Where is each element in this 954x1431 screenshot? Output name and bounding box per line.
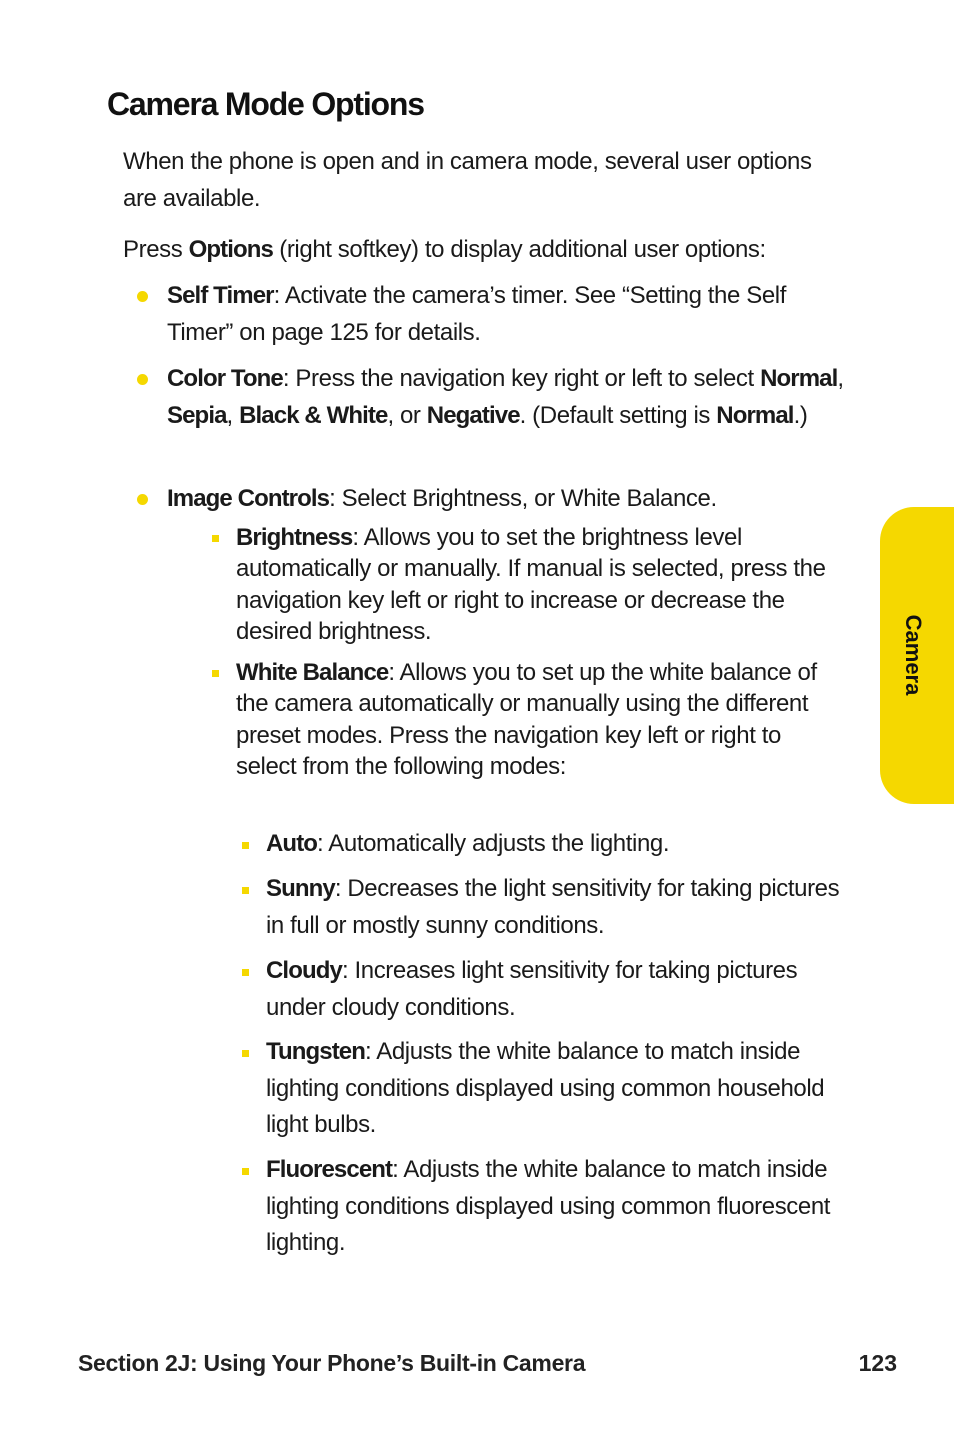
mode-text: : Increases light sensitivity for taking pictures under cloudy conditions.	[266, 957, 798, 1021]
option-sepia: Sepia	[167, 402, 227, 429]
list-item-color-tone	[167, 360, 857, 434]
bullet-square-icon	[242, 887, 249, 894]
mode-label: Sunny	[266, 875, 335, 902]
separator: ,	[837, 365, 844, 392]
options-key-label: Options	[188, 236, 273, 263]
mode-label: Tungsten	[266, 1038, 366, 1065]
separator: , or	[387, 402, 427, 429]
mode-text: : Automatically adjusts the lighting.	[317, 830, 670, 857]
item-label: Self Timer	[167, 282, 274, 309]
option-normal: Normal	[760, 365, 838, 392]
mode-text: : Decreases the light sensitivity for taking pictures in full or mostly sunny conditions.	[266, 875, 840, 939]
item-label: Image Controls	[167, 485, 330, 512]
mode-label: Fluorescent	[266, 1156, 393, 1183]
bullet-square-icon	[242, 969, 249, 976]
bullet-dot-icon	[137, 374, 148, 385]
item-label: Color Tone	[167, 365, 283, 392]
sub-item-text: : Allows you to set up the white balance of the camera automatically or manually using the different preset modes. Press the navigation key left or right to select from the following modes:	[236, 659, 817, 781]
option-normal-default: Normal	[716, 402, 794, 429]
press-options-paragraph	[123, 231, 883, 268]
sub-item-label: White Balance	[236, 659, 389, 686]
mode-text: : Adjusts the white balance to match inside lighting conditions displayed using common fluorescent lighting.	[266, 1156, 831, 1256]
mode-label: Cloudy	[266, 957, 342, 984]
mode-item-tungsten	[266, 1034, 856, 1144]
list-item-image-controls	[167, 480, 857, 517]
intro-paragraph: When the phone is open and in camera mode, several user options are available.	[123, 148, 812, 212]
page-number: 123	[858, 1350, 897, 1376]
option-black-white: Black & White	[239, 402, 388, 429]
bullet-square-icon	[212, 535, 219, 542]
mode-text: : Adjusts the white balance to match inside lighting conditions displayed using common household light bulbs.	[266, 1038, 825, 1138]
bullet-square-icon	[242, 1168, 249, 1175]
bullet-dot-icon	[137, 494, 148, 505]
item-text: . (Default setting is	[519, 402, 717, 429]
sub-item-text: : Allows you to set the brightness level automatically or manually. If manual is selected, press the navigation key left or right to increase or decrease the desired brightness.	[236, 524, 826, 646]
item-text: .)	[793, 402, 808, 429]
press-text: Press	[123, 236, 189, 263]
page-title: Camera Mode Options	[107, 86, 424, 122]
list-item-self-timer	[167, 277, 857, 351]
section-tab-label: Camera	[901, 614, 926, 696]
bullet-square-icon	[242, 842, 249, 849]
press-text-rest: (right softkey) to display additional user options:	[272, 236, 766, 263]
item-text: : Press the navigation key right or left to select	[282, 365, 761, 392]
footer-section-title: Section 2J: Using Your Phone’s Built-in Camera	[78, 1350, 586, 1376]
item-text: : Activate the camera’s timer. See “Setting the Self Timer” on page 125 for details.	[167, 282, 786, 346]
sub-item-white-balance	[236, 657, 846, 783]
bullet-square-icon	[212, 670, 219, 677]
mode-item-sunny	[266, 871, 856, 944]
mode-item-fluorescent	[266, 1152, 856, 1262]
sub-item-brightness	[236, 522, 846, 648]
bullet-square-icon	[242, 1050, 249, 1057]
separator: ,	[226, 402, 240, 429]
mode-item-auto	[266, 826, 856, 863]
item-text: : Select Brightness, or White Balance.	[329, 485, 717, 512]
sub-item-label: Brightness	[236, 524, 353, 551]
bullet-dot-icon	[137, 291, 148, 302]
mode-label: Auto	[266, 830, 318, 857]
mode-item-cloudy	[266, 953, 856, 1026]
option-negative: Negative	[426, 402, 520, 429]
